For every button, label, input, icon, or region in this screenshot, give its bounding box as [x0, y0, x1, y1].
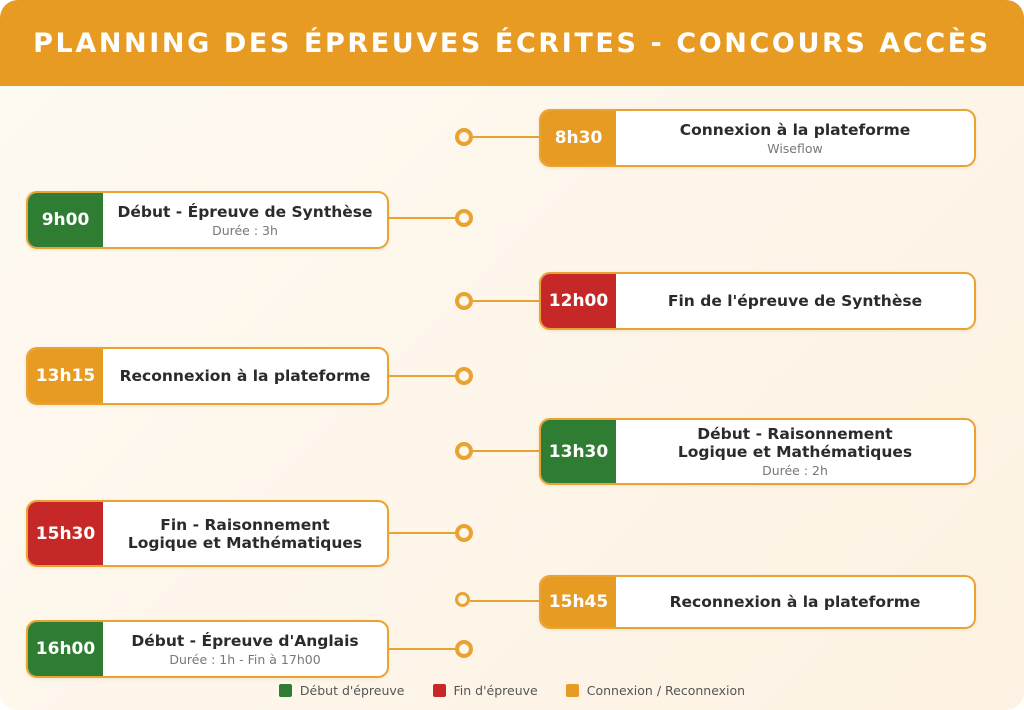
event-body	[103, 622, 387, 676]
event-title: Début - Épreuve de Synthèse	[117, 202, 373, 221]
event-body	[103, 502, 387, 565]
legend-label: Connexion / Reconnexion	[586, 683, 746, 698]
timeline-connector	[389, 375, 457, 377]
event-title: Reconnexion à la plateforme	[669, 593, 921, 611]
event-time: 16h00	[28, 622, 103, 676]
event-card-connection	[539, 109, 976, 167]
event-subtitle: Wiseflow	[767, 140, 823, 156]
page-title: PLANNING DES ÉPREUVES ÉCRITES - CONCOURS ACCÈS	[33, 27, 991, 59]
timeline-connector	[473, 450, 541, 452]
timeline-node	[455, 524, 473, 542]
event-card-end	[539, 272, 976, 330]
legend-swatch	[566, 684, 579, 697]
event-body	[616, 577, 974, 627]
timeline-node	[455, 442, 473, 460]
timeline-node	[455, 592, 470, 607]
event-card-connection	[539, 575, 976, 629]
legend-item-start	[279, 683, 405, 698]
event-time: 9h00	[28, 193, 103, 247]
event-body	[103, 349, 387, 403]
timeline-connector	[389, 648, 457, 650]
event-subtitle: Durée : 3h	[212, 222, 278, 238]
legend-item-connection	[566, 683, 745, 698]
event-title: Fin - Raisonnement Logique et Mathématiques	[127, 515, 363, 552]
event-time: 8h30	[541, 111, 616, 165]
event-time: 13h15	[28, 349, 103, 403]
event-body	[616, 274, 974, 328]
timeline-connector	[389, 217, 457, 219]
event-card-start	[539, 418, 976, 485]
timeline-connector	[389, 532, 457, 534]
timeline-connector	[473, 136, 541, 138]
timeline-node	[455, 128, 473, 146]
event-card-start	[26, 620, 389, 678]
event-title: Début - Raisonnement Logique et Mathématiques	[677, 425, 913, 461]
event-title: Début - Épreuve d'Anglais	[131, 631, 359, 650]
timeline-node	[455, 367, 473, 385]
event-body	[616, 111, 974, 165]
event-card-end	[26, 500, 389, 567]
legend-label: Début d'épreuve	[299, 683, 405, 698]
event-title: Connexion à la plateforme	[679, 120, 911, 139]
event-time: 15h45	[541, 577, 616, 627]
event-time: 12h00	[541, 274, 616, 328]
legend	[0, 683, 1024, 698]
legend-label: Fin d'épreuve	[453, 683, 538, 698]
page-header	[0, 0, 1024, 86]
event-body	[103, 193, 387, 247]
event-title: Fin de l'épreuve de Synthèse	[667, 292, 923, 310]
timeline-connector	[473, 300, 541, 302]
event-card-start	[26, 191, 389, 249]
timeline-node	[455, 209, 473, 227]
timeline-connector	[470, 600, 541, 602]
legend-swatch	[279, 684, 292, 697]
legend-swatch	[433, 684, 446, 697]
event-time: 15h30	[28, 502, 103, 565]
event-subtitle: Durée : 2h	[762, 463, 828, 478]
event-card-connection	[26, 347, 389, 405]
event-subtitle: Durée : 1h - Fin à 17h00	[169, 651, 321, 667]
timeline-node	[455, 292, 473, 310]
event-title: Reconnexion à la plateforme	[119, 367, 371, 385]
timeline-node	[455, 640, 473, 658]
event-time: 13h30	[541, 420, 616, 483]
event-body	[616, 420, 974, 483]
legend-item-end	[433, 683, 538, 698]
